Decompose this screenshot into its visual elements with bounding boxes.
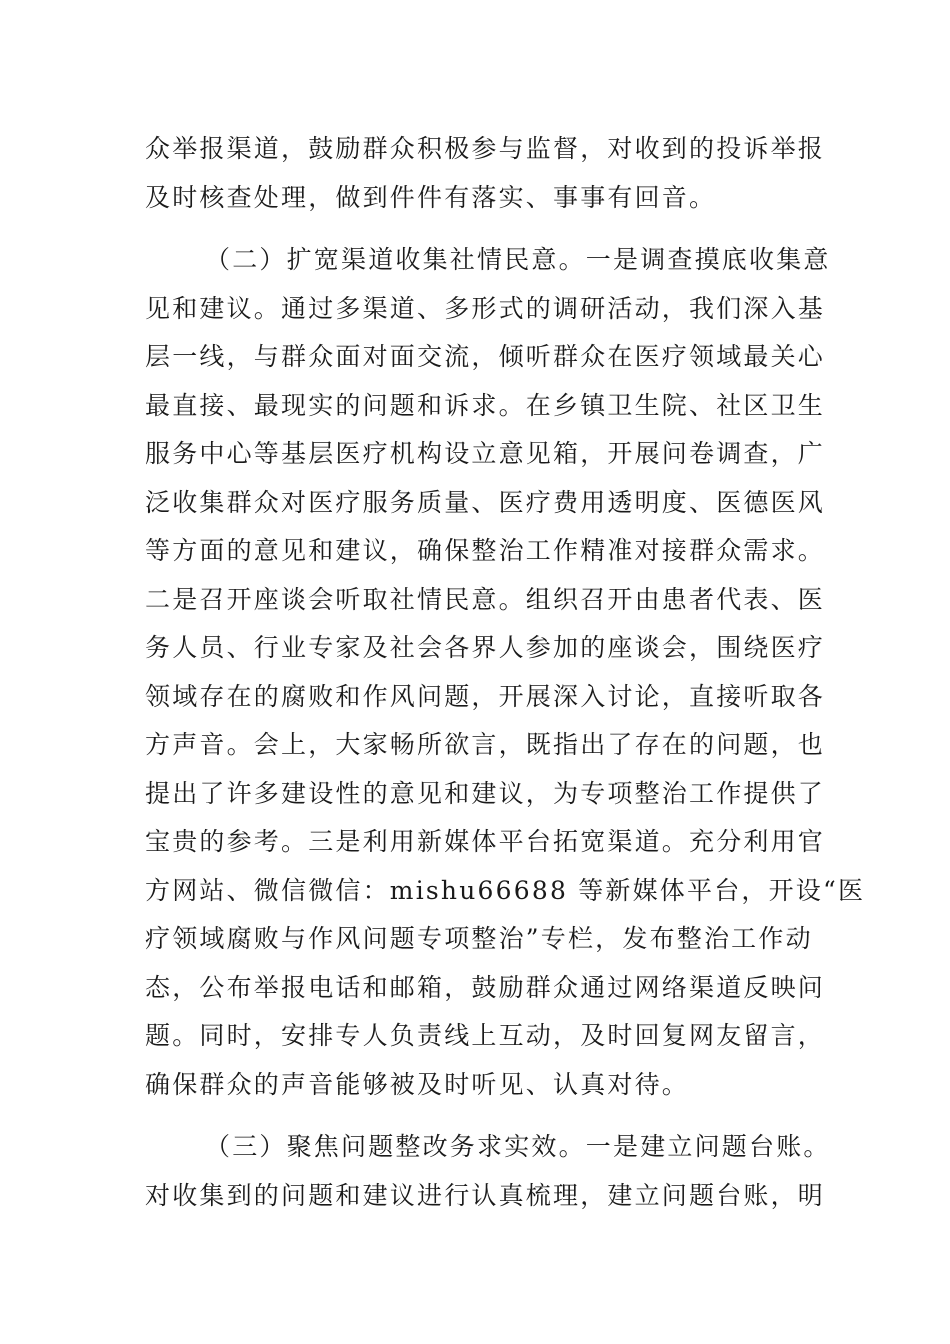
text-line: 提出了许多建设性的意见和建议，为专项整治工作提供了 bbox=[145, 778, 826, 808]
text-line: 及时核查处理，做到件件有落实、事事有回音。 bbox=[145, 182, 717, 212]
text-line: 题。同时，安排专人负责线上互动，及时回复网友留言， bbox=[145, 1021, 826, 1050]
text-line: 方声音。会上，大家畅所欲言，既指出了存在的问题，也 bbox=[145, 730, 826, 759]
text-line: 众举报渠道，鼓励群众积极参与监督，对收到的投诉举报 bbox=[145, 134, 826, 163]
text-line: 对收集到的问题和建议进行认真梳理，建立问题台账，明 bbox=[145, 1180, 826, 1210]
text-line: 宝贵的参考。三是利用新媒体平台拓宽渠道。充分利用官 bbox=[145, 827, 826, 856]
text-line: （三）聚焦问题整改务求实效。一是建立问题台账。 bbox=[205, 1132, 831, 1161]
text-line: 态，公布举报电话和邮箱，鼓励群众通过网络渠道反映问 bbox=[145, 972, 826, 1002]
text-line: 疗领域腐败与作风问题专项整治”专栏，发布整治工作动 bbox=[145, 924, 813, 953]
text-line: 确保群众的声音能够被及时听见、认真对待。 bbox=[145, 1069, 690, 1099]
paragraph-public-opinion bbox=[145, 236, 866, 1109]
text-line: 二是召开座谈会听取社情民意。组织召开由患者代表、医 bbox=[145, 584, 826, 614]
text-line: 方网站、微信微信：mishu66688 等新媒体平台，开设“医 bbox=[145, 875, 866, 905]
paragraph-gap bbox=[145, 1109, 805, 1123]
text-line: 见和建议。通过多渠道、多形式的调研活动，我们深入基 bbox=[145, 293, 826, 323]
text-line: 泛收集群众对医疗服务质量、医疗费用透明度、医德医风 bbox=[145, 487, 826, 517]
text-line: （二）扩宽渠道收集社情民意。一是调查摸底收集意 bbox=[205, 245, 831, 274]
text-line: 服务中心等基层医疗机构设立意见箱，开展问卷调查，广 bbox=[145, 439, 826, 468]
document-page bbox=[145, 125, 866, 1220]
text-line: 领域存在的腐败和作风问题，开展深入讨论，直接听取各 bbox=[145, 681, 826, 711]
text-line: 等方面的意见和建议，确保整治工作精准对接群众需求。 bbox=[145, 536, 826, 565]
text-line: 最直接、最现实的问题和诉求。在乡镇卫生院、社区卫生 bbox=[145, 390, 826, 420]
text-line: 层一线，与群众面对面交流，倾听群众在医疗领域最关心 bbox=[145, 342, 826, 371]
paragraph-reporting-channels bbox=[145, 125, 826, 222]
paragraph-gap bbox=[145, 222, 805, 236]
text-line: 务人员、行业专家及社会各界人参加的座谈会，围绕医疗 bbox=[145, 633, 826, 662]
paragraph-rectification bbox=[145, 1123, 831, 1220]
